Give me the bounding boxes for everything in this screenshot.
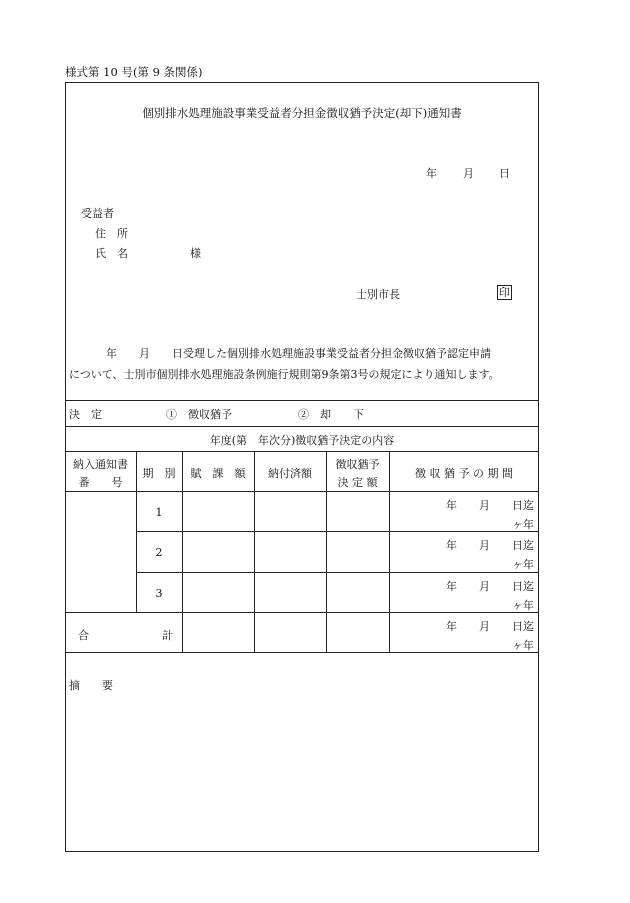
body-line-1: 年 月 日受理した個別排水処理施設事業受益者分担金徴収猶予認定申請	[106, 347, 491, 360]
document-title: 個別排水処理施設事業受益者分担金徴収猶予決定(却下)通知書	[142, 106, 462, 120]
date-month: 月	[463, 167, 474, 180]
date-year: 年	[426, 167, 437, 180]
decision-option-reject: ② 却 下	[298, 408, 364, 421]
header-deferral-amount: 徴収猶予 決 定 額	[335, 458, 380, 489]
divider	[65, 400, 539, 401]
row-period: 1	[155, 506, 163, 519]
header-deferral-period: 徴 収 猶 予 の 期 間	[415, 467, 513, 480]
table-line	[254, 451, 255, 652]
row-period: 2	[155, 546, 163, 559]
header-period: 期 別	[142, 467, 176, 480]
body-line-2: について、士別市個別排水処理施設条例施行規則第9条第3号の規定により通知します。	[69, 368, 500, 381]
period-cell: 年 月 日迄 ヶ年	[446, 620, 534, 652]
issuer-title: 士別市長	[356, 288, 400, 301]
period-cell: 年 月 日迄 ヶ年	[446, 499, 534, 531]
decision-option-defer: ① 徴収猶予	[166, 408, 232, 421]
decision-label: 決 定	[69, 408, 102, 421]
address-label: 住 所	[95, 227, 128, 240]
period-cell: 年 月 日迄 ヶ年	[446, 580, 534, 612]
total-label: 計	[162, 629, 173, 642]
header-notice-number: 納入通知書 番 号	[73, 458, 128, 489]
date-day: 日	[499, 167, 510, 180]
summary-label: 摘 要	[69, 679, 113, 692]
table-line	[182, 451, 183, 652]
honorific: 様	[190, 247, 201, 260]
recipient-label: 受益者	[81, 207, 114, 220]
table-caption: 年度(第 年次分)徴収猶予決定の内容	[209, 434, 395, 447]
header-assessed: 賦 課 額	[190, 467, 246, 480]
period-cell: 年 月 日迄 ヶ年	[446, 539, 534, 571]
header-paid: 納付済額	[268, 467, 312, 480]
row-period: 3	[155, 587, 163, 600]
divider	[65, 426, 539, 427]
seal-mark: 印	[499, 286, 510, 299]
total-label: 合	[78, 629, 89, 642]
name-label: 氏 名	[95, 247, 128, 260]
form-label: 様式第 10 号(第 9 条関係)	[65, 65, 203, 79]
